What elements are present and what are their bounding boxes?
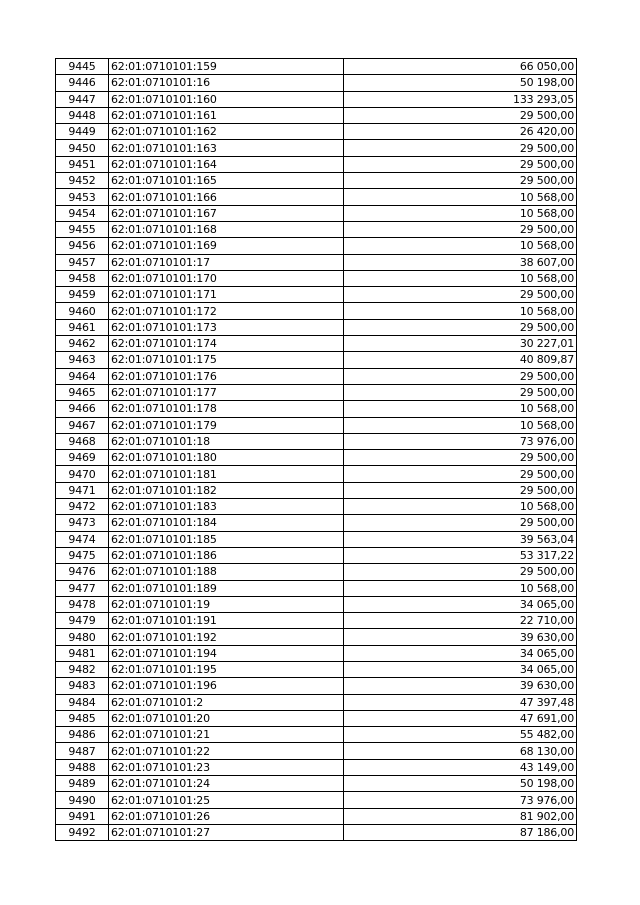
cadastral-value: 40 809,87 [344,352,577,368]
cadastral-number: 62:01:0710101:23 [109,759,344,775]
cadastral-value: 10 568,00 [344,499,577,515]
cadastral-number: 62:01:0710101:182 [109,482,344,498]
table-row [56,124,577,140]
cadastral-value: 29 500,00 [344,107,577,123]
cadastral-number: 62:01:0710101:26 [109,808,344,824]
row-number: 9455 [56,221,109,237]
cadastral-value-table [55,58,577,841]
row-number: 9486 [56,727,109,743]
table-row [56,205,577,221]
table-row [56,303,577,319]
cadastral-value: 29 500,00 [344,384,577,400]
row-number: 9477 [56,580,109,596]
row-number: 9473 [56,515,109,531]
cadastral-number: 62:01:0710101:19 [109,596,344,612]
row-number: 9483 [56,678,109,694]
cadastral-value: 73 976,00 [344,433,577,449]
cadastral-number: 62:01:0710101:192 [109,629,344,645]
cadastral-number: 62:01:0710101:177 [109,384,344,400]
table-row [56,482,577,498]
row-number: 9454 [56,205,109,221]
table-row [56,401,577,417]
cadastral-value: 22 710,00 [344,613,577,629]
row-number: 9453 [56,189,109,205]
table-row [56,336,577,352]
cadastral-value: 34 065,00 [344,645,577,661]
row-number: 9451 [56,156,109,172]
cadastral-number: 62:01:0710101:22 [109,743,344,759]
row-number: 9463 [56,352,109,368]
table-row [56,107,577,123]
cadastral-value: 38 607,00 [344,254,577,270]
cadastral-number: 62:01:0710101:185 [109,531,344,547]
row-number: 9464 [56,368,109,384]
cadastral-number: 62:01:0710101:195 [109,661,344,677]
table-row [56,661,577,677]
table-row [56,613,577,629]
cadastral-number: 62:01:0710101:162 [109,124,344,140]
cadastral-value: 26 420,00 [344,124,577,140]
row-number: 9480 [56,629,109,645]
row-number: 9469 [56,450,109,466]
cadastral-value: 53 317,22 [344,547,577,563]
row-number: 9468 [56,433,109,449]
table-row [56,417,577,433]
cadastral-number: 62:01:0710101:183 [109,499,344,515]
table-row [56,91,577,107]
cadastral-value: 39 563,04 [344,531,577,547]
cadastral-number: 62:01:0710101:194 [109,645,344,661]
cadastral-number: 62:01:0710101:191 [109,613,344,629]
row-number: 9470 [56,466,109,482]
table-row [56,270,577,286]
table-row [56,238,577,254]
cadastral-value: 10 568,00 [344,270,577,286]
cadastral-number: 62:01:0710101:18 [109,433,344,449]
cadastral-value: 29 500,00 [344,319,577,335]
cadastral-number: 62:01:0710101:161 [109,107,344,123]
table-row [56,792,577,808]
cadastral-value: 29 500,00 [344,221,577,237]
cadastral-number: 62:01:0710101:171 [109,287,344,303]
table-row [56,319,577,335]
cadastral-value: 29 500,00 [344,450,577,466]
table-row [56,694,577,710]
table-row [56,466,577,482]
cadastral-value: 10 568,00 [344,303,577,319]
row-number: 9474 [56,531,109,547]
cadastral-value: 29 500,00 [344,140,577,156]
row-number: 9465 [56,384,109,400]
row-number: 9459 [56,287,109,303]
table-row [56,678,577,694]
table-row [56,824,577,840]
row-number: 9487 [56,743,109,759]
cadastral-number: 62:01:0710101:25 [109,792,344,808]
cadastral-value: 87 186,00 [344,824,577,840]
cadastral-number: 62:01:0710101:168 [109,221,344,237]
row-number: 9446 [56,75,109,91]
table-row [56,743,577,759]
cadastral-value: 10 568,00 [344,205,577,221]
row-number: 9491 [56,808,109,824]
cadastral-number: 62:01:0710101:180 [109,450,344,466]
cadastral-value: 50 198,00 [344,776,577,792]
row-number: 9448 [56,107,109,123]
cadastral-value: 66 050,00 [344,59,577,75]
cadastral-number: 62:01:0710101:17 [109,254,344,270]
cadastral-number: 62:01:0710101:173 [109,319,344,335]
row-number: 9452 [56,173,109,189]
row-number: 9471 [56,482,109,498]
cadastral-value: 10 568,00 [344,580,577,596]
table-row [56,287,577,303]
table-row [56,156,577,172]
row-number: 9479 [56,613,109,629]
cadastral-number: 62:01:0710101:16 [109,75,344,91]
row-number: 9489 [56,776,109,792]
cadastral-value: 10 568,00 [344,238,577,254]
cadastral-value: 30 227,01 [344,336,577,352]
row-number: 9466 [56,401,109,417]
row-number: 9482 [56,661,109,677]
table-row [56,384,577,400]
row-number: 9478 [56,596,109,612]
row-number: 9485 [56,710,109,726]
table-row [56,450,577,466]
cadastral-value: 34 065,00 [344,661,577,677]
cadastral-value: 133 293,05 [344,91,577,107]
cadastral-number: 62:01:0710101:188 [109,564,344,580]
cadastral-number: 62:01:0710101:178 [109,401,344,417]
row-number: 9450 [56,140,109,156]
cadastral-value: 29 500,00 [344,515,577,531]
row-number: 9488 [56,759,109,775]
cadastral-value: 10 568,00 [344,417,577,433]
row-number: 9481 [56,645,109,661]
cadastral-number: 62:01:0710101:20 [109,710,344,726]
row-number: 9461 [56,319,109,335]
table-row [56,808,577,824]
cadastral-value: 39 630,00 [344,678,577,694]
row-number: 9457 [56,254,109,270]
table-row [56,433,577,449]
table-row [56,531,577,547]
table-row [56,776,577,792]
row-number: 9492 [56,824,109,840]
row-number: 9462 [56,336,109,352]
cadastral-number: 62:01:0710101:21 [109,727,344,743]
cadastral-number: 62:01:0710101:196 [109,678,344,694]
cadastral-value: 29 500,00 [344,287,577,303]
cadastral-value: 29 500,00 [344,466,577,482]
row-number: 9447 [56,91,109,107]
cadastral-value: 47 397,48 [344,694,577,710]
cadastral-value: 29 500,00 [344,482,577,498]
cadastral-number: 62:01:0710101:175 [109,352,344,368]
cadastral-value: 29 500,00 [344,173,577,189]
cadastral-number: 62:01:0710101:163 [109,140,344,156]
table-row [56,645,577,661]
cadastral-value: 34 065,00 [344,596,577,612]
row-number: 9456 [56,238,109,254]
cadastral-number: 62:01:0710101:2 [109,694,344,710]
table-row [56,254,577,270]
row-number: 9467 [56,417,109,433]
cadastral-value: 68 130,00 [344,743,577,759]
row-number: 9476 [56,564,109,580]
cadastral-number: 62:01:0710101:164 [109,156,344,172]
cadastral-value: 10 568,00 [344,189,577,205]
table-row [56,140,577,156]
cadastral-value: 50 198,00 [344,75,577,91]
table-row [56,727,577,743]
cadastral-number: 62:01:0710101:184 [109,515,344,531]
table-row [56,352,577,368]
table-row [56,499,577,515]
table-row [56,515,577,531]
cadastral-number: 62:01:0710101:186 [109,547,344,563]
row-number: 9445 [56,59,109,75]
cadastral-number: 62:01:0710101:160 [109,91,344,107]
row-number: 9449 [56,124,109,140]
table-row [56,189,577,205]
cadastral-number: 62:01:0710101:159 [109,59,344,75]
row-number: 9458 [56,270,109,286]
cadastral-number: 62:01:0710101:174 [109,336,344,352]
table-row [56,564,577,580]
cadastral-number: 62:01:0710101:27 [109,824,344,840]
cadastral-number: 62:01:0710101:170 [109,270,344,286]
table-body [56,59,577,841]
table-row [56,221,577,237]
table-row [56,368,577,384]
table-row [56,173,577,189]
cadastral-number: 62:01:0710101:166 [109,189,344,205]
table-row [56,710,577,726]
cadastral-value: 43 149,00 [344,759,577,775]
cadastral-number: 62:01:0710101:169 [109,238,344,254]
cadastral-value: 73 976,00 [344,792,577,808]
cadastral-value: 81 902,00 [344,808,577,824]
table-row [56,759,577,775]
cadastral-value: 29 500,00 [344,156,577,172]
cadastral-number: 62:01:0710101:167 [109,205,344,221]
table-row [56,59,577,75]
table-row [56,596,577,612]
row-number: 9472 [56,499,109,515]
cadastral-value: 29 500,00 [344,564,577,580]
row-number: 9460 [56,303,109,319]
table-row [56,75,577,91]
table-row [56,580,577,596]
cadastral-value: 10 568,00 [344,401,577,417]
cadastral-value: 55 482,00 [344,727,577,743]
cadastral-value: 47 691,00 [344,710,577,726]
cadastral-number: 62:01:0710101:189 [109,580,344,596]
cadastral-number: 62:01:0710101:179 [109,417,344,433]
cadastral-number: 62:01:0710101:181 [109,466,344,482]
cadastral-number: 62:01:0710101:172 [109,303,344,319]
row-number: 9490 [56,792,109,808]
table-row [56,629,577,645]
cadastral-number: 62:01:0710101:176 [109,368,344,384]
table-row [56,547,577,563]
cadastral-value: 29 500,00 [344,368,577,384]
cadastral-number: 62:01:0710101:165 [109,173,344,189]
row-number: 9475 [56,547,109,563]
document-page [55,58,577,841]
cadastral-number: 62:01:0710101:24 [109,776,344,792]
row-number: 9484 [56,694,109,710]
cadastral-value: 39 630,00 [344,629,577,645]
